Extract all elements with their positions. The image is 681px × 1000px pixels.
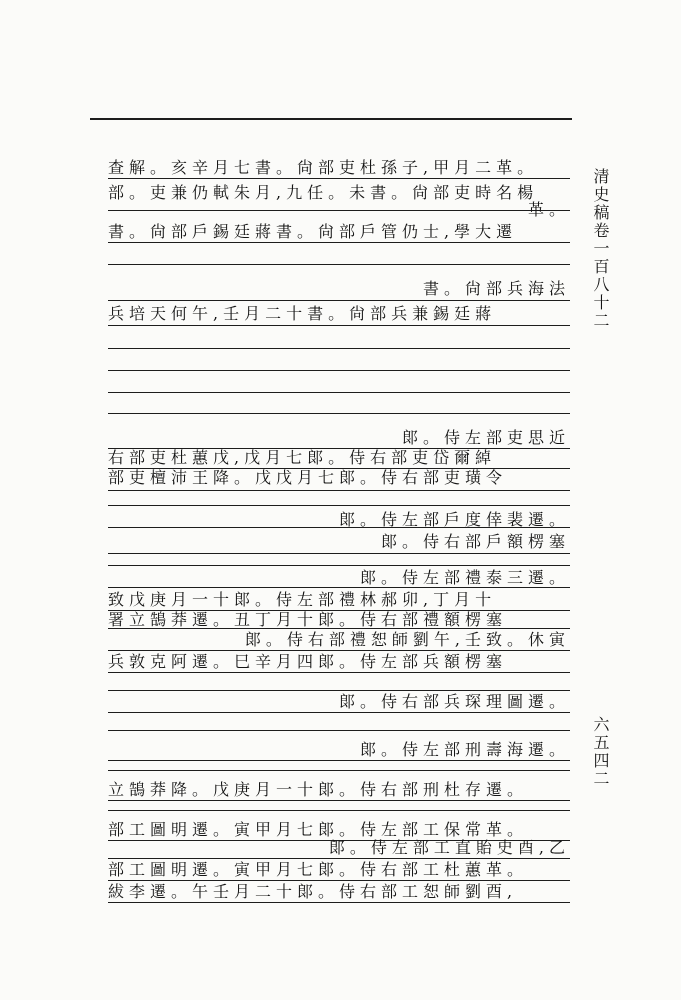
table-row	[108, 564, 570, 588]
table-row	[108, 154, 570, 178]
table-row	[108, 736, 570, 760]
table-row	[108, 878, 570, 902]
row-text: 部吏檀沛王降。戊戊月七郞。侍右部吏璜令	[108, 468, 508, 487]
row-text: 郞。侍左部刑壽海遷。	[359, 740, 570, 759]
row-rule	[108, 264, 570, 265]
table-row	[108, 464, 570, 488]
row-text: 郞。侍右部戶額楞塞	[380, 532, 570, 551]
row-rule	[108, 730, 570, 731]
row-rule	[108, 325, 570, 326]
row-rule	[108, 810, 570, 811]
row-text: 立鵠莽降。戊庚月一十郞。侍右部刑杜存遷。	[108, 780, 529, 799]
row-rule	[108, 553, 570, 554]
table-row	[108, 218, 570, 242]
top-rule	[90, 118, 572, 120]
row-rule	[108, 672, 570, 673]
table-row	[108, 196, 570, 220]
row-rule	[108, 770, 570, 771]
row-text: 兵培天何午,壬月二十書。尙部兵兼錫廷蔣	[108, 304, 497, 323]
table-row	[108, 506, 570, 530]
row-text: 革。	[527, 200, 570, 219]
row-text: 郞。侍右部兵琛理圖遷。	[338, 692, 570, 711]
row-text: 郞。侍右部禮恕師劉午,壬致。休寅	[244, 630, 570, 649]
row-text: 部工圖明遷。寅甲月七郞。侍右部工杜蕙革。	[108, 860, 529, 879]
row-rule	[108, 712, 570, 713]
table-row	[108, 648, 570, 672]
running-title: 清史稿卷一百八十二	[591, 168, 610, 330]
row-rule	[108, 392, 570, 393]
row-rule	[108, 800, 570, 801]
row-text: 查解。亥辛月七書。尙部吏杜孫子,甲月二革。	[108, 158, 539, 177]
table-row	[108, 300, 570, 324]
row-text: 部工圖明遷。寅甲月七郞。侍左部工保常革。	[108, 820, 529, 839]
row-rule	[108, 760, 570, 761]
row-text: 郞。侍左部吏思近	[401, 428, 570, 447]
row-rule	[108, 902, 570, 903]
table-row	[108, 528, 570, 552]
row-text: 紱李遷。午壬月二十郞。侍右部工恕師劉酉,	[108, 882, 518, 901]
page-number: 六五四二	[591, 716, 610, 788]
row-text: 兵敦克阿遷。巳辛月四郞。侍左部兵額楞塞	[108, 652, 508, 671]
row-text: 致戊庚月一十郞。侍左部禮林郝卯,丁月十	[108, 590, 497, 609]
row-text: 書。尙部兵海法	[422, 279, 570, 298]
row-rule	[108, 348, 570, 349]
row-text: 部。吏兼仍軾朱月,九任。未書。尙部吏時名楊	[108, 183, 539, 202]
row-text: 右部吏杜蕙戊,戊月七郞。侍右部吏岱爾綽	[108, 448, 497, 467]
table-row	[108, 856, 570, 880]
row-rule	[108, 413, 570, 414]
row-text: 郞。侍左部戶度倖裴遷。	[338, 510, 570, 529]
row-text: 郞。侍左部工直貽史酉,乙	[328, 838, 570, 857]
row-text: 署立鵠莽遷。丑丁月十郞。侍右部禮額楞塞	[108, 610, 508, 629]
row-rule	[108, 370, 570, 371]
row-text: 書。尙部戶錫廷蔣書。尙部戶管仍士,學大遷	[108, 222, 518, 241]
row-rule	[108, 242, 570, 243]
row-text: 郞。侍左部禮泰三遷。	[359, 568, 570, 587]
table-row	[108, 275, 570, 299]
table-row	[108, 834, 570, 858]
table-row	[108, 776, 570, 800]
row-rule	[108, 490, 570, 491]
table-row	[108, 626, 570, 650]
table-row	[108, 688, 570, 712]
